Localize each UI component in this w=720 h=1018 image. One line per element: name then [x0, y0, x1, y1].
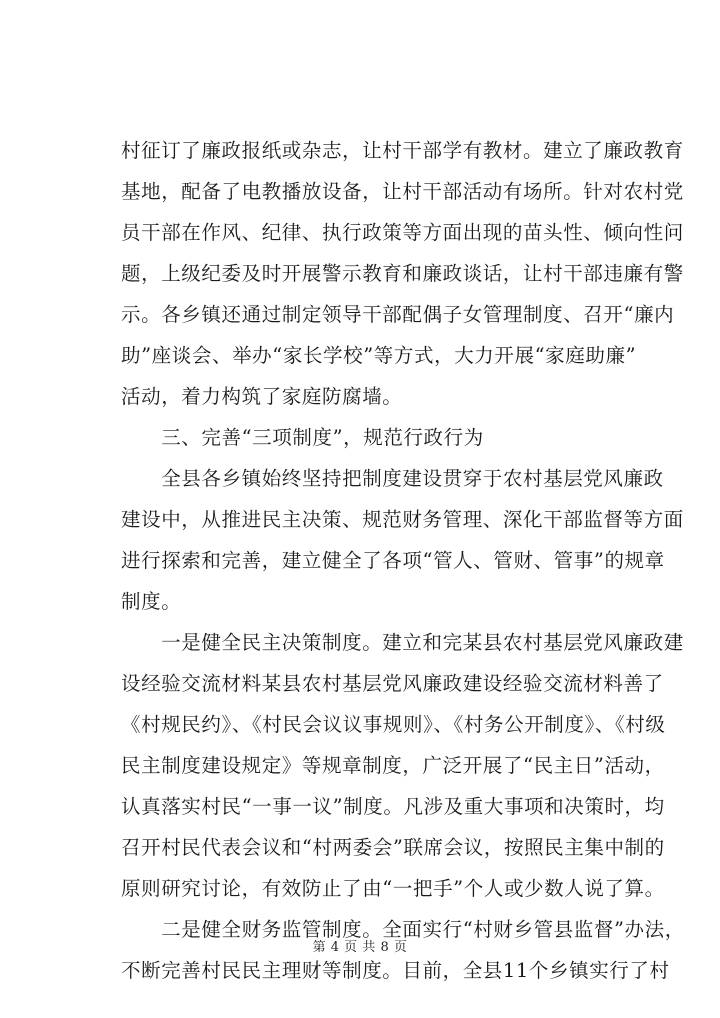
text-line: 原则研究讨论，有效防止了由“一把手”个人或少数人说了算。 [121, 877, 665, 900]
text-line: 设经验交流材料某县农村基层党风廉政建设经验交流材料善了 [121, 672, 664, 695]
text-line: 活动，着力构筑了家庭防腐墙。 [121, 385, 403, 408]
text-line: 助”座谈会、举办“家长学校”等方式，大力开展“家庭助廉” [121, 344, 637, 367]
text-line: 全县各乡镇始终坚持把制度建设贯穿于农村基层党风廉政 [121, 467, 664, 490]
text-line: 认真落实村民“一事一议”制度。凡涉及重大事项和决策时，均 [121, 795, 665, 818]
text-line: 《村规民约》、《村民会议议事规则》、《村务公开制度》、《村级 [121, 713, 666, 736]
text-line: 员干部在作风、纪律、执行政策等方面出现的苗头性、倾向性问 [121, 221, 684, 244]
section-heading: 三、完善“三项制度”，规范行政行为 [121, 426, 484, 449]
text-line: 召开村民代表会议和“村两委会”联席会议，按照民主集中制的 [121, 836, 665, 859]
text-line: 制度。 [121, 590, 182, 613]
page-number: 第 4 页 共 8 页 [312, 940, 408, 955]
text-line: 村征订了廉政报纸或杂志，让村干部学有教材。建立了廉政教育 [121, 139, 684, 162]
text-line: 基地，配备了电教播放设备，让村干部活动有场所。针对农村党 [121, 180, 684, 203]
text-line: 不断完善村民民主理财等制度。目前，全县11个乡镇实行了村 [121, 959, 670, 982]
text-line: 题，上级纪委及时开展警示教育和廉政谈话，让村干部违廉有警 [121, 262, 684, 285]
text-line: 示。各乡镇还通过制定领导干部配偶子女管理制度、召开“廉内 [121, 303, 675, 326]
text-line: 民主制度建设规定》等规章制度，广泛开展了“民主日”活动， [121, 754, 665, 777]
text-line: 建设中，从推进民主决策、规范财务管理、深化干部监督等方面 [121, 508, 684, 531]
text-line: 二是健全财务监管制度。全面实行“村财乡管县监督”办法， [121, 918, 685, 941]
text-line: 一是健全民主决策制度。建立和完某县农村基层党风廉政建 [121, 631, 684, 654]
text-line: 进行探索和完善，建立健全了各项“管人、管财、管事”的规章 [121, 549, 665, 572]
